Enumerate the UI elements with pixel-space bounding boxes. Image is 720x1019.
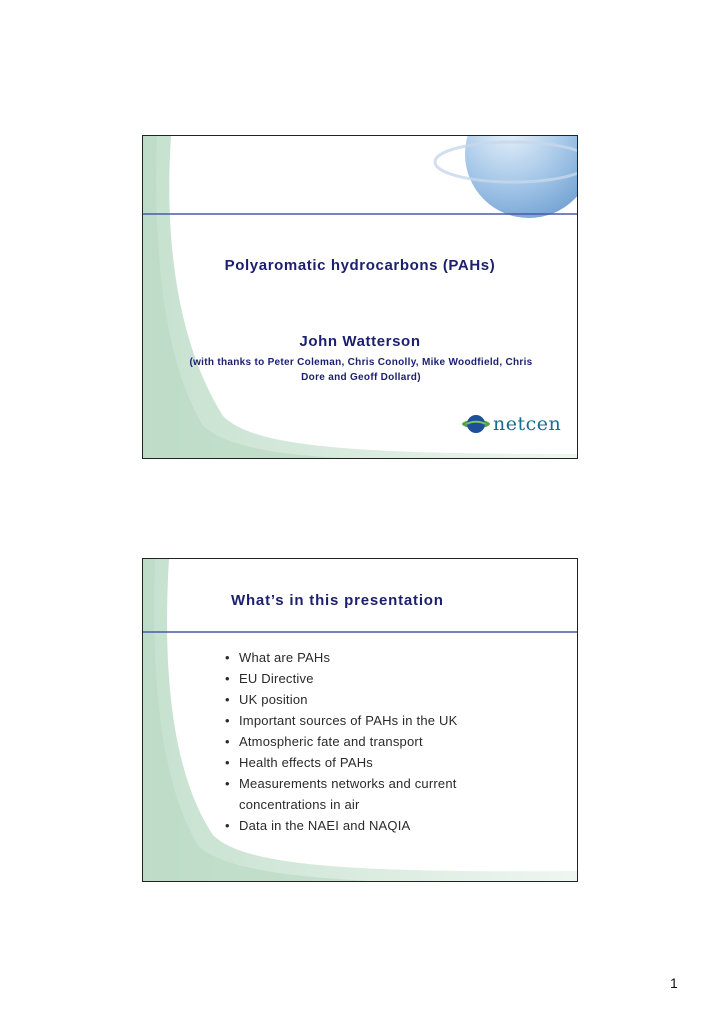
logo-text: netcen (493, 413, 562, 435)
globe-icon (461, 412, 491, 436)
list-item: • Atmospheric fate and transport (225, 731, 545, 752)
list-item: • Data in the NAEI and NAQIA (225, 815, 545, 836)
bullet-icon: • (225, 776, 230, 791)
list-item: • UK position (225, 689, 545, 710)
list-item: • What are PAHs (225, 647, 545, 668)
bullet-list (225, 647, 545, 836)
slide-contents (142, 558, 578, 882)
acknowledgement-text: (with thanks to Peter Coleman, Chris Conolly, Mike Woodfield, Chris Dore and Geoff Dollard) (189, 357, 533, 383)
netcen-logo (461, 412, 561, 436)
bullet-icon: • (225, 713, 230, 728)
slide-background-decoration (143, 136, 578, 459)
list-item: • Measurements networks and current concentrations in air (225, 773, 545, 815)
author-name: John Watterson (299, 333, 421, 350)
list-item: • Health effects of PAHs (225, 752, 545, 773)
bullet-icon: • (225, 671, 230, 686)
page-number: 1 (670, 975, 678, 991)
list-item: • Important sources of PAHs in the UK (225, 710, 545, 731)
slide-title-text: Polyaromatic hydrocarbons (PAHs) (224, 257, 496, 274)
list-item: • EU Directive (225, 668, 545, 689)
bullet-icon: • (225, 755, 230, 770)
slide-title (142, 135, 578, 459)
bullet-icon: • (225, 734, 230, 749)
bullet-icon: • (225, 692, 230, 707)
bullet-icon: • (225, 650, 230, 665)
bullet-icon: • (225, 818, 230, 833)
slide-title-text: What’s in this presentation (231, 592, 444, 609)
